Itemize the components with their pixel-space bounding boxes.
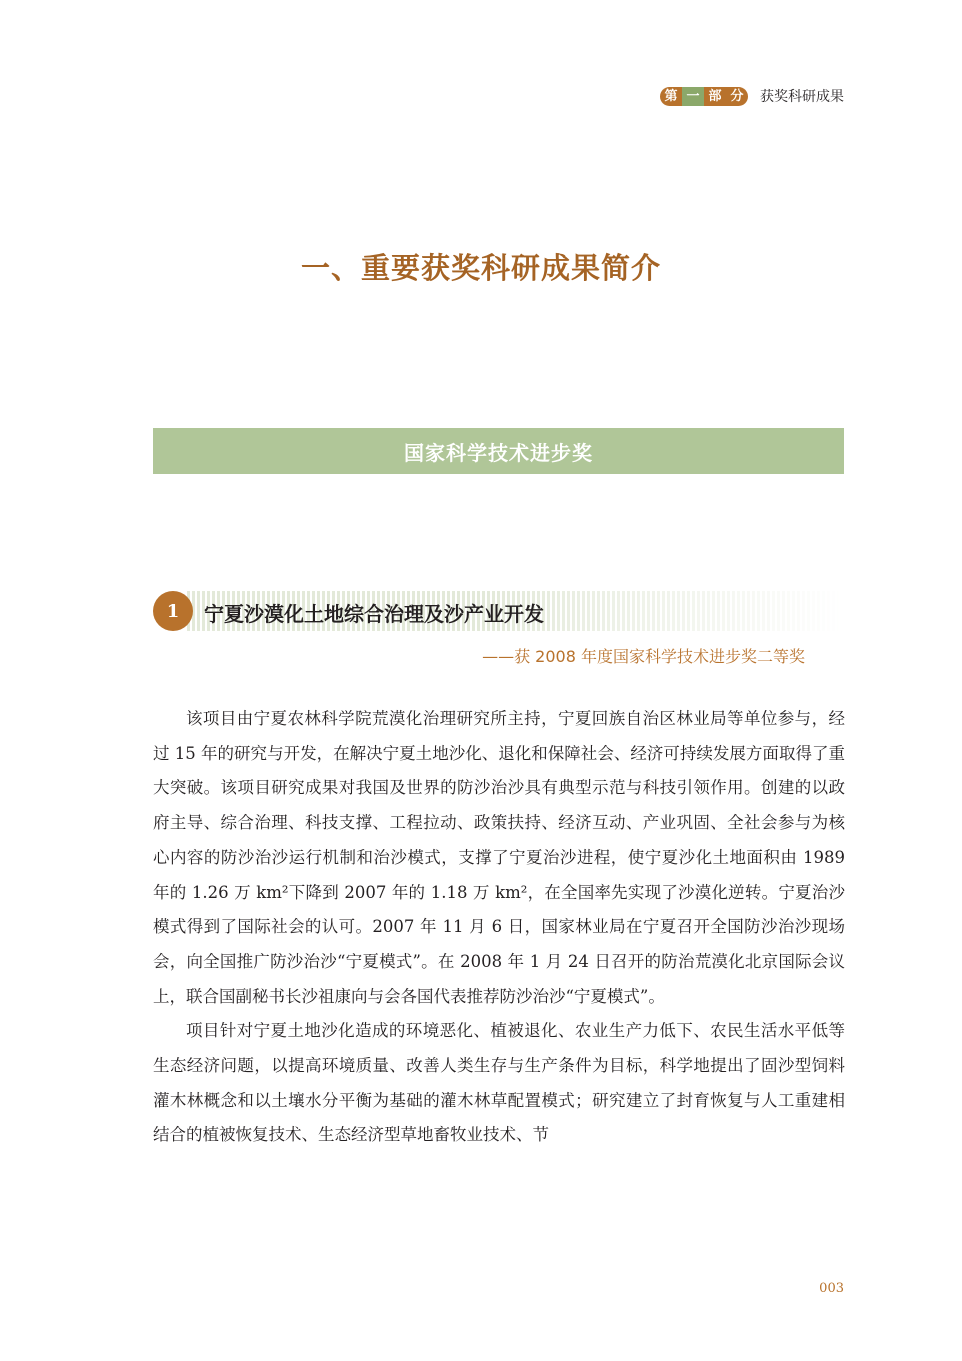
paragraph: 项目针对宁夏土地沙化造成的环境恶化、植被退化、农业生产力低下、农民生活水平低等生态经济问题，以提高环境质量、改善人类生存与生产条件为目标，科学地提出了固沙型饲料灌木林概念和以土壤水分平衡为基础的灌木林草配置模式；研究建立了封育恢复与人工重建相结合的植被恢复技术、生态经济型草地畜牧业技术、节 [153,1021,845,1145]
running-head-section: 获奖科研成果 [760,89,844,105]
running-head [660,86,844,106]
award-category-banner [153,428,844,474]
part-char: 部 [704,87,726,106]
page-title: 一、重要获奖科研成果简介 [300,251,661,285]
part-char: 分 [726,87,748,106]
award-category-label: 国家科学技术进步奖 [404,440,593,465]
item-number-badge: 1 [153,591,193,631]
part-badge [660,87,748,106]
paragraph: 该项目由宁夏农林科学院荒漠化治理研究所主持，宁夏回族自治区林业局等单位参与，经过 15 年的研究与开发，在解决宁夏土地沙化、退化和保障社会、经济可持续发展方面取得了重大突破。该项目研究成果对我国及世界的防沙治沙具有典型示范与科技引领作用。创建的以政府主导、综合治理、科技支撑、工程拉动、政策扶持、经济互动、产业巩固、全社会参与为核心内容的防沙治沙运行机制和治沙模式，支撑了宁夏治沙进程，使宁夏沙化土地面积由 1989 年的 1.26 万 km²下降到 2007 年的 1.18 万 km²，在全国率先实现了沙漠化逆转。宁夏治沙模式得到了国际社会的认可。2007 年 11 月 6 日，国家林业局在宁夏召开全国防沙治沙现场会，向全国推广防沙治沙“宁夏模式”。在 2008 年 1 月 24 日召开的防治荒漠化北京国际会议上，联合国副秘书长沙祖康向与会各国代表推荐防沙治沙“宁夏模式”。 [153,709,845,1006]
part-char: 第 [660,87,682,106]
part-char: 一 [682,87,704,106]
item-subtitle: ——获 2008 年度国家科学技术进步奖二等奖 [482,647,805,666]
page-number: 003 [819,1281,844,1296]
item-heading [153,591,844,631]
item-title: 宁夏沙漠化土地综合治理及沙产业开发 [204,602,544,626]
body-text [153,702,845,1153]
